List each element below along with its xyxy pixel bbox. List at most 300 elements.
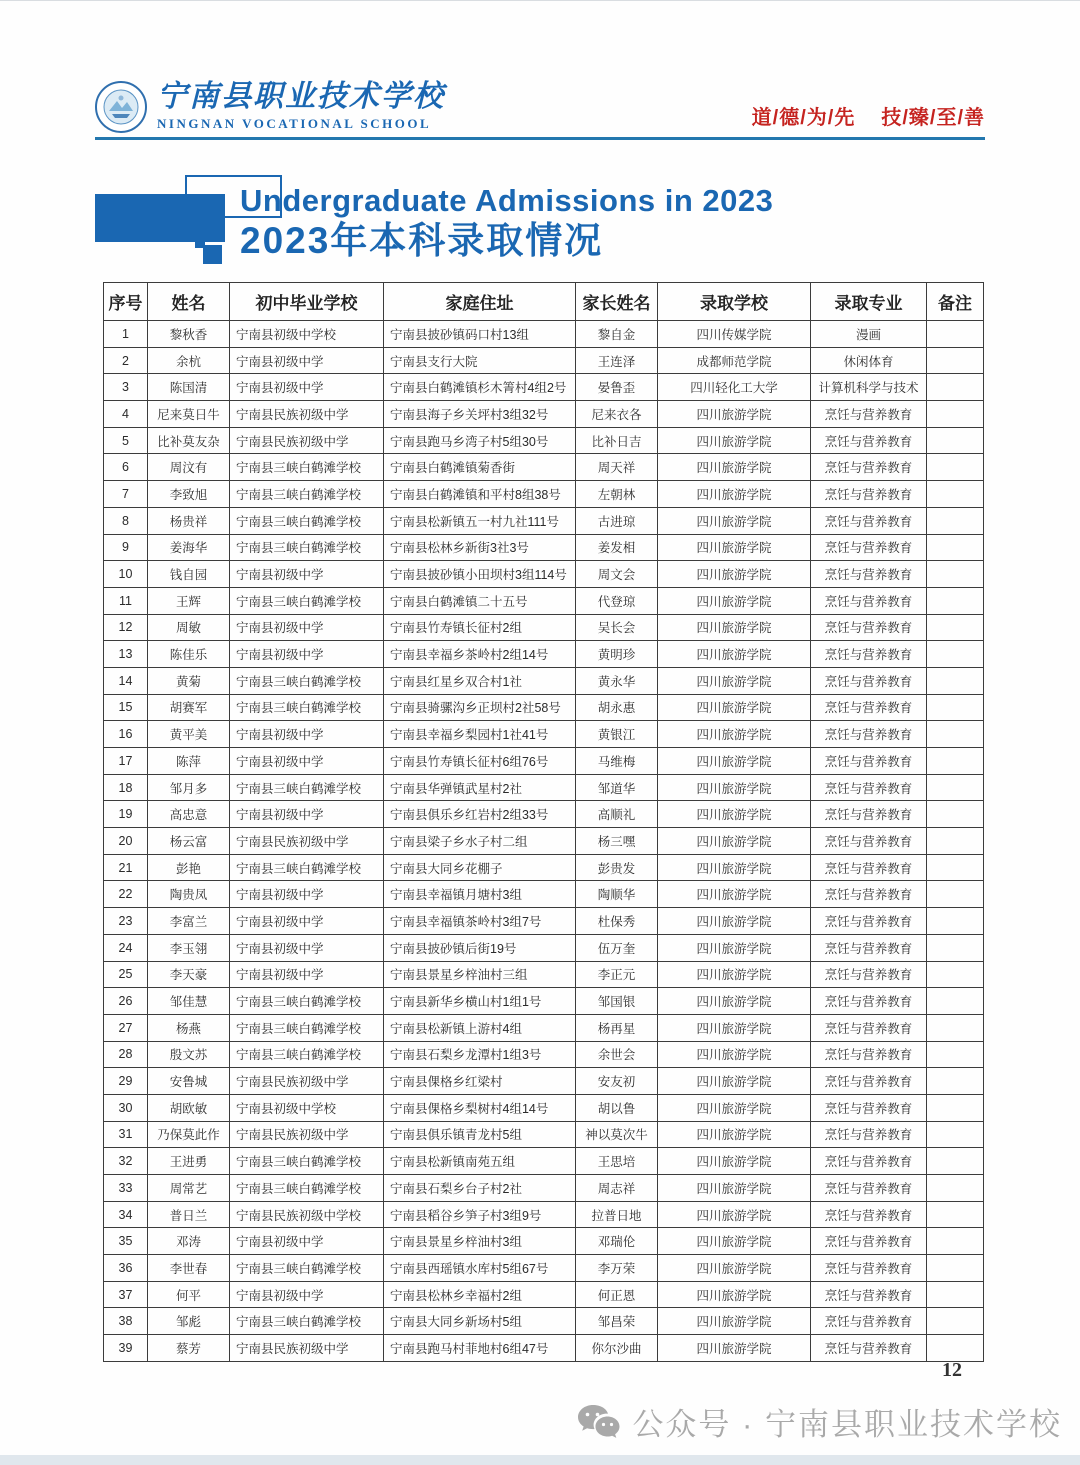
table-cell: 吴长会: [576, 614, 658, 641]
table-cell: 烹饪与营养教育: [811, 1175, 927, 1202]
table-cell: 烹饪与营养教育: [811, 721, 927, 748]
table-cell: [927, 774, 984, 801]
table-cell: 四川旅游学院: [658, 988, 811, 1015]
table-cell: 宁南县三峡白鹤滩学校: [230, 1014, 384, 1041]
column-header: 初中毕业学校: [230, 283, 384, 321]
table-cell: [927, 587, 984, 614]
table-cell: 宁南县景星乡梓油村三组: [384, 961, 576, 988]
wechat-icon: [576, 1403, 620, 1441]
table-cell: 烹饪与营养教育: [811, 587, 927, 614]
table-cell: 比补莫友杂: [148, 427, 230, 454]
table-cell: 四川旅游学院: [658, 801, 811, 828]
table-cell: 陈佳乐: [148, 641, 230, 668]
table-cell: 李正元: [576, 961, 658, 988]
table-cell: 殷文苏: [148, 1041, 230, 1068]
header-divider: [95, 137, 985, 140]
table-cell: 四川旅游学院: [658, 427, 811, 454]
table-cell: 宁南县初级中学: [230, 641, 384, 668]
table-cell: 宁南县初级中学校: [230, 321, 384, 348]
table-cell: 四川旅游学院: [658, 454, 811, 481]
table-cell: 宁南县三峡白鹤滩学校: [230, 454, 384, 481]
table-cell: [927, 454, 984, 481]
table-cell: [927, 1228, 984, 1255]
table-cell: 休闲体育: [811, 347, 927, 374]
table-row: [104, 721, 984, 748]
table-row: [104, 321, 984, 348]
table-cell: 烹饪与营养教育: [811, 961, 927, 988]
table-cell: 宁南县竹寿镇长征村2组: [384, 614, 576, 641]
table-cell: 伍万奎: [576, 934, 658, 961]
table-cell: [927, 1201, 984, 1228]
table-cell: 四川旅游学院: [658, 1228, 811, 1255]
table-cell: 9: [104, 534, 148, 561]
table-cell: [927, 988, 984, 1015]
table-cell: 拉普日地: [576, 1201, 658, 1228]
table-cell: 四川旅游学院: [658, 561, 811, 588]
table-cell: 四川旅游学院: [658, 481, 811, 508]
table-cell: 杨三嘿: [576, 828, 658, 855]
table-cell: 宁南县披砂镇后街19号: [384, 934, 576, 961]
table-cell: 烹饪与营养教育: [811, 1068, 927, 1095]
table-cell: 烹饪与营养教育: [811, 854, 927, 881]
table-cell: 6: [104, 454, 148, 481]
watermark-text: 公众号 · 宁南县职业技术学校: [632, 1407, 1062, 1442]
table-cell: 宁南县民族初级中学: [230, 1068, 384, 1095]
table-cell: 烹饪与营养教育: [811, 1041, 927, 1068]
table-cell: [927, 1068, 984, 1095]
table-cell: 四川旅游学院: [658, 774, 811, 801]
table-cell: 宁南县初级中学: [230, 1281, 384, 1308]
table-cell: 烹饪与营养教育: [811, 1228, 927, 1255]
table-cell: [927, 321, 984, 348]
table-row: [104, 1255, 984, 1282]
table-cell: 宁南县三峡白鹤滩学校: [230, 507, 384, 534]
table-cell: 黄明珍: [576, 641, 658, 668]
column-header: 录取专业: [811, 283, 927, 321]
table-cell: 四川旅游学院: [658, 961, 811, 988]
table-cell: 38: [104, 1308, 148, 1335]
table-row: [104, 401, 984, 428]
table-cell: 宁南县骑骡沟乡正坝村2社58号: [384, 694, 576, 721]
table-cell: 宁南县白鹤滩镇杉木箐村4组2号: [384, 374, 576, 401]
table-cell: 30: [104, 1094, 148, 1121]
table-cell: 宁南县民族初级中学: [230, 828, 384, 855]
table-cell: 烹饪与营养教育: [811, 1308, 927, 1335]
table-cell: 王进勇: [148, 1148, 230, 1175]
table-cell: 烹饪与营养教育: [811, 641, 927, 668]
table-cell: 杨燕: [148, 1014, 230, 1041]
table-cell: 陶贵凤: [148, 881, 230, 908]
table-cell: 20: [104, 828, 148, 855]
table-cell: 周天祥: [576, 454, 658, 481]
table-cell: 尼来衣各: [576, 401, 658, 428]
table-row: [104, 1041, 984, 1068]
column-header: 姓名: [148, 283, 230, 321]
table-cell: 7: [104, 481, 148, 508]
table-cell: 12: [104, 614, 148, 641]
table-row: [104, 641, 984, 668]
table-cell: 宁南县华弹镇武星村2社: [384, 774, 576, 801]
table-cell: 宁南县松林乡新街3社3号: [384, 534, 576, 561]
table-cell: 烹饪与营养教育: [811, 561, 927, 588]
table-cell: 10: [104, 561, 148, 588]
table-cell: 黄菊: [148, 667, 230, 694]
table-cell: 四川旅游学院: [658, 721, 811, 748]
table-cell: 安友初: [576, 1068, 658, 1095]
table-cell: 宁南县初级中学: [230, 934, 384, 961]
table-cell: 李玉翎: [148, 934, 230, 961]
table-cell: 宁南县初级中学: [230, 881, 384, 908]
table-cell: 15: [104, 694, 148, 721]
table-row: [104, 374, 984, 401]
table-cell: 宁南县初级中学: [230, 347, 384, 374]
table-cell: 漫画: [811, 321, 927, 348]
table-cell: 宁南县景星乡梓油村3组: [384, 1228, 576, 1255]
table-row: [104, 1175, 984, 1202]
table-cell: 李万荣: [576, 1255, 658, 1282]
table-cell: 烹饪与营养教育: [811, 1094, 927, 1121]
table-cell: 陈国清: [148, 374, 230, 401]
table-cell: 杨贵祥: [148, 507, 230, 534]
table-cell: 黄永华: [576, 667, 658, 694]
table-cell: 左朝林: [576, 481, 658, 508]
table-cell: 马维梅: [576, 748, 658, 775]
table-cell: 烹饪与营养教育: [811, 401, 927, 428]
table-cell: 烹饪与营养教育: [811, 507, 927, 534]
table-row: [104, 507, 984, 534]
table-cell: [927, 908, 984, 935]
table-cell: 宁南县红星乡双合村1社: [384, 667, 576, 694]
table-row: [104, 694, 984, 721]
table-cell: [927, 347, 984, 374]
table-cell: 5: [104, 427, 148, 454]
table-cell: 邹彪: [148, 1308, 230, 1335]
table-row: [104, 454, 984, 481]
column-header: 家长姓名: [576, 283, 658, 321]
table-cell: [927, 881, 984, 908]
table-row: [104, 1068, 984, 1095]
table-cell: [927, 1121, 984, 1148]
table-row: [104, 828, 984, 855]
table-cell: 王辉: [148, 587, 230, 614]
table-row: [104, 1335, 984, 1362]
table-cell: 古进琼: [576, 507, 658, 534]
table-cell: 周志祥: [576, 1175, 658, 1202]
school-header: [95, 81, 445, 133]
table-cell: 黄银江: [576, 721, 658, 748]
table-cell: 宁南县三峡白鹤滩学校: [230, 774, 384, 801]
table-cell: 宁南县幸福乡茶岭村2组14号: [384, 641, 576, 668]
table-cell: [927, 721, 984, 748]
table-cell: 四川传媒学院: [658, 321, 811, 348]
table-cell: 四川旅游学院: [658, 1094, 811, 1121]
table-cell: 安鲁城: [148, 1068, 230, 1095]
table-cell: [927, 401, 984, 428]
table-cell: 烹饪与营养教育: [811, 1201, 927, 1228]
table-row: [104, 427, 984, 454]
table-cell: 杨再星: [576, 1014, 658, 1041]
table-cell: 宁南县大同乡新场村5组: [384, 1308, 576, 1335]
table-cell: 宁南县石梨乡台子村2社: [384, 1175, 576, 1202]
table-row: [104, 587, 984, 614]
table-cell: 黎自金: [576, 321, 658, 348]
table-cell: [927, 801, 984, 828]
table-cell: 彭贵发: [576, 854, 658, 881]
table-cell: [927, 374, 984, 401]
table-cell: [927, 1175, 984, 1202]
table-row: [104, 1201, 984, 1228]
column-header: 序号: [104, 283, 148, 321]
table-cell: 宁南县大同乡花棚子: [384, 854, 576, 881]
table-cell: 8: [104, 507, 148, 534]
table-cell: 余世会: [576, 1041, 658, 1068]
table-cell: 24: [104, 934, 148, 961]
table-cell: 高忠意: [148, 801, 230, 828]
table-cell: 李天豪: [148, 961, 230, 988]
table-cell: [927, 1094, 984, 1121]
table-cell: 宁南县俱乐乡红岩村2组33号: [384, 801, 576, 828]
table-cell: 烹饪与营养教育: [811, 908, 927, 935]
table-cell: 邹月多: [148, 774, 230, 801]
table-cell: [927, 961, 984, 988]
table-cell: 宁南县白鹤滩镇菊香街: [384, 454, 576, 481]
page-number: 12: [942, 1359, 962, 1381]
school-seal-icon: [95, 81, 147, 133]
table-cell: 杨云富: [148, 828, 230, 855]
table-cell: 宁南县松新镇五一村九社111号: [384, 507, 576, 534]
table-cell: 黄平美: [148, 721, 230, 748]
table-cell: 宁南县稻谷乡笋子村3组9号: [384, 1201, 576, 1228]
table-cell: 杜保秀: [576, 908, 658, 935]
table-row: [104, 1148, 984, 1175]
table-cell: 烹饪与营养教育: [811, 1281, 927, 1308]
table-cell: 烹饪与营养教育: [811, 934, 927, 961]
table-cell: 宁南县民族初级中学: [230, 427, 384, 454]
table-cell: 钱自园: [148, 561, 230, 588]
table-cell: 宁南县新华乡横山村1组1号: [384, 988, 576, 1015]
table-cell: 胡欧敏: [148, 1094, 230, 1121]
table-cell: [927, 507, 984, 534]
table-cell: [927, 1335, 984, 1362]
table-cell: 烹饪与营养教育: [811, 481, 927, 508]
table-cell: 周文会: [576, 561, 658, 588]
table-cell: 四川旅游学院: [658, 667, 811, 694]
table-cell: 你尔沙曲: [576, 1335, 658, 1362]
table-row: [104, 988, 984, 1015]
table-cell: 宁南县初级中学: [230, 801, 384, 828]
table-cell: 普日兰: [148, 1201, 230, 1228]
page-edge: [0, 1455, 1080, 1465]
table-cell: [927, 1255, 984, 1282]
table-cell: 29: [104, 1068, 148, 1095]
table-cell: 19: [104, 801, 148, 828]
table-cell: 四川旅游学院: [658, 1014, 811, 1041]
table-cell: 25: [104, 961, 148, 988]
table-cell: 宁南县初级中学: [230, 908, 384, 935]
table-cell: 烹饪与营养教育: [811, 1255, 927, 1282]
table-cell: 烹饪与营养教育: [811, 454, 927, 481]
table-cell: 2: [104, 347, 148, 374]
table-cell: 宁南县初级中学: [230, 374, 384, 401]
table-cell: 蔡芳: [148, 1335, 230, 1362]
page-title-en: Undergraduate Admissions in 2023: [240, 183, 774, 218]
table-cell: 宁南县民族初级中学: [230, 401, 384, 428]
table-cell: 四川旅游学院: [658, 1148, 811, 1175]
table-cell: 王连泽: [576, 347, 658, 374]
motto-left: 道/德/为/先: [751, 107, 856, 129]
table-cell: 烹饪与营养教育: [811, 1014, 927, 1041]
decor-square: [203, 245, 222, 264]
table-cell: 宁南县三峡白鹤滩学校: [230, 1255, 384, 1282]
table-cell: 余杭: [148, 347, 230, 374]
table-cell: 四川旅游学院: [658, 534, 811, 561]
table-cell: 1: [104, 321, 148, 348]
table-row: [104, 774, 984, 801]
table-cell: 尼来莫日牛: [148, 401, 230, 428]
table-cell: [927, 641, 984, 668]
table-cell: 王思培: [576, 1148, 658, 1175]
table-cell: 33: [104, 1175, 148, 1202]
table-cell: 邓涛: [148, 1228, 230, 1255]
table-cell: 李富兰: [148, 908, 230, 935]
table-row: [104, 561, 984, 588]
table-cell: 何正恩: [576, 1281, 658, 1308]
table-cell: 烹饪与营养教育: [811, 881, 927, 908]
table-cell: 烹饪与营养教育: [811, 1121, 927, 1148]
table-cell: 四川旅游学院: [658, 1041, 811, 1068]
table-row: [104, 1281, 984, 1308]
table-header-row: [104, 283, 984, 321]
school-name-block: [157, 81, 445, 132]
table-cell: 邹道华: [576, 774, 658, 801]
table-cell: 烹饪与营养教育: [811, 1335, 927, 1362]
table-cell: 宁南县三峡白鹤滩学校: [230, 1041, 384, 1068]
table-cell: 宁南县民族初级中学: [230, 1121, 384, 1148]
table-cell: 邹昌荣: [576, 1308, 658, 1335]
table-cell: 宁南县白鹤滩镇二十五号: [384, 587, 576, 614]
school-name-en: NINGNAN VOCATIONAL SCHOOL: [157, 115, 432, 131]
table-cell: 4: [104, 401, 148, 428]
table-cell: 宁南县幸福乡梨园村1社41号: [384, 721, 576, 748]
table-cell: 四川旅游学院: [658, 507, 811, 534]
table-cell: 21: [104, 854, 148, 881]
column-header: 家庭住址: [384, 283, 576, 321]
admissions-table-body: [104, 321, 984, 1362]
table-cell: 宁南县白鹤滩镇和平村8组38号: [384, 481, 576, 508]
table-cell: 烹饪与营养教育: [811, 614, 927, 641]
table-cell: 四川旅游学院: [658, 908, 811, 935]
table-cell: 烹饪与营养教育: [811, 828, 927, 855]
table-row: [104, 1014, 984, 1041]
table-cell: 四川旅游学院: [658, 1308, 811, 1335]
table-cell: 宁南县梁子乡水子村二组: [384, 828, 576, 855]
table-cell: [927, 561, 984, 588]
table-cell: 宁南县支行大院: [384, 347, 576, 374]
table-cell: 黎秋香: [148, 321, 230, 348]
table-cell: 35: [104, 1228, 148, 1255]
table-cell: 四川旅游学院: [658, 614, 811, 641]
table-cell: [927, 1281, 984, 1308]
table-row: [104, 801, 984, 828]
table-cell: 宁南县跑马村菲地村6组47号: [384, 1335, 576, 1362]
table-cell: 宁南县民族初级中学: [230, 1335, 384, 1362]
table-cell: [927, 828, 984, 855]
table-cell: 周敏: [148, 614, 230, 641]
table-cell: 36: [104, 1255, 148, 1282]
table-cell: 14: [104, 667, 148, 694]
school-name-cn: 宁南县职业技术学校: [157, 80, 445, 113]
table-cell: 烹饪与营养教育: [811, 748, 927, 775]
table-cell: [927, 1148, 984, 1175]
table-row: [104, 854, 984, 881]
table-cell: 32: [104, 1148, 148, 1175]
table-cell: [927, 854, 984, 881]
table-cell: 宁南县披砂镇小田坝村3组114号: [384, 561, 576, 588]
table-cell: [927, 1041, 984, 1068]
admissions-table: [103, 282, 984, 1362]
decor-filled-rect: [95, 194, 225, 242]
table-cell: 16: [104, 721, 148, 748]
table-cell: 18: [104, 774, 148, 801]
table-cell: 四川旅游学院: [658, 881, 811, 908]
table-cell: 彭艳: [148, 854, 230, 881]
table-cell: 四川旅游学院: [658, 587, 811, 614]
table-cell: 宁南县三峡白鹤滩学校: [230, 534, 384, 561]
table-cell: [927, 667, 984, 694]
table-cell: 宁南县跑马乡湾子村5组30号: [384, 427, 576, 454]
table-cell: 四川旅游学院: [658, 1335, 811, 1362]
table-cell: 四川旅游学院: [658, 854, 811, 881]
table-cell: 宁南县俱乐镇青龙村5组: [384, 1121, 576, 1148]
column-header: 录取学校: [658, 283, 811, 321]
table-cell: 烹饪与营养教育: [811, 667, 927, 694]
table-cell: 宁南县松林乡幸福村2组: [384, 1281, 576, 1308]
table-cell: 宁南县三峡白鹤滩学校: [230, 481, 384, 508]
table-cell: 17: [104, 748, 148, 775]
table-cell: 四川旅游学院: [658, 694, 811, 721]
table-cell: 11: [104, 587, 148, 614]
table-row: [104, 1308, 984, 1335]
table-cell: 烹饪与营养教育: [811, 801, 927, 828]
table-cell: 邓瑞伦: [576, 1228, 658, 1255]
table-cell: 23: [104, 908, 148, 935]
table-cell: 37: [104, 1281, 148, 1308]
school-motto: [752, 101, 985, 130]
table-cell: 宁南县民族初级中学校: [230, 1201, 384, 1228]
table-cell: 烹饪与营养教育: [811, 694, 927, 721]
table-cell: 烹饪与营养教育: [811, 988, 927, 1015]
table-row: [104, 961, 984, 988]
table-cell: 22: [104, 881, 148, 908]
table-row: [104, 534, 984, 561]
table-row: [104, 1228, 984, 1255]
table-cell: 邹国银: [576, 988, 658, 1015]
table-row: [104, 881, 984, 908]
table-row: [104, 481, 984, 508]
table-cell: 晏鲁歪: [576, 374, 658, 401]
table-row: [104, 1094, 984, 1121]
table-cell: 烹饪与营养教育: [811, 1148, 927, 1175]
table-cell: 宁南县三峡白鹤滩学校: [230, 854, 384, 881]
table-cell: 四川旅游学院: [658, 401, 811, 428]
table-cell: 宁南县幸福镇茶岭村3组7号: [384, 908, 576, 935]
table-cell: 周常艺: [148, 1175, 230, 1202]
table-cell: 四川旅游学院: [658, 1255, 811, 1282]
table-cell: 高顺礼: [576, 801, 658, 828]
table-cell: 姜发相: [576, 534, 658, 561]
table-cell: 宁南县三峡白鹤滩学校: [230, 1308, 384, 1335]
table-cell: 宁南县三峡白鹤滩学校: [230, 988, 384, 1015]
